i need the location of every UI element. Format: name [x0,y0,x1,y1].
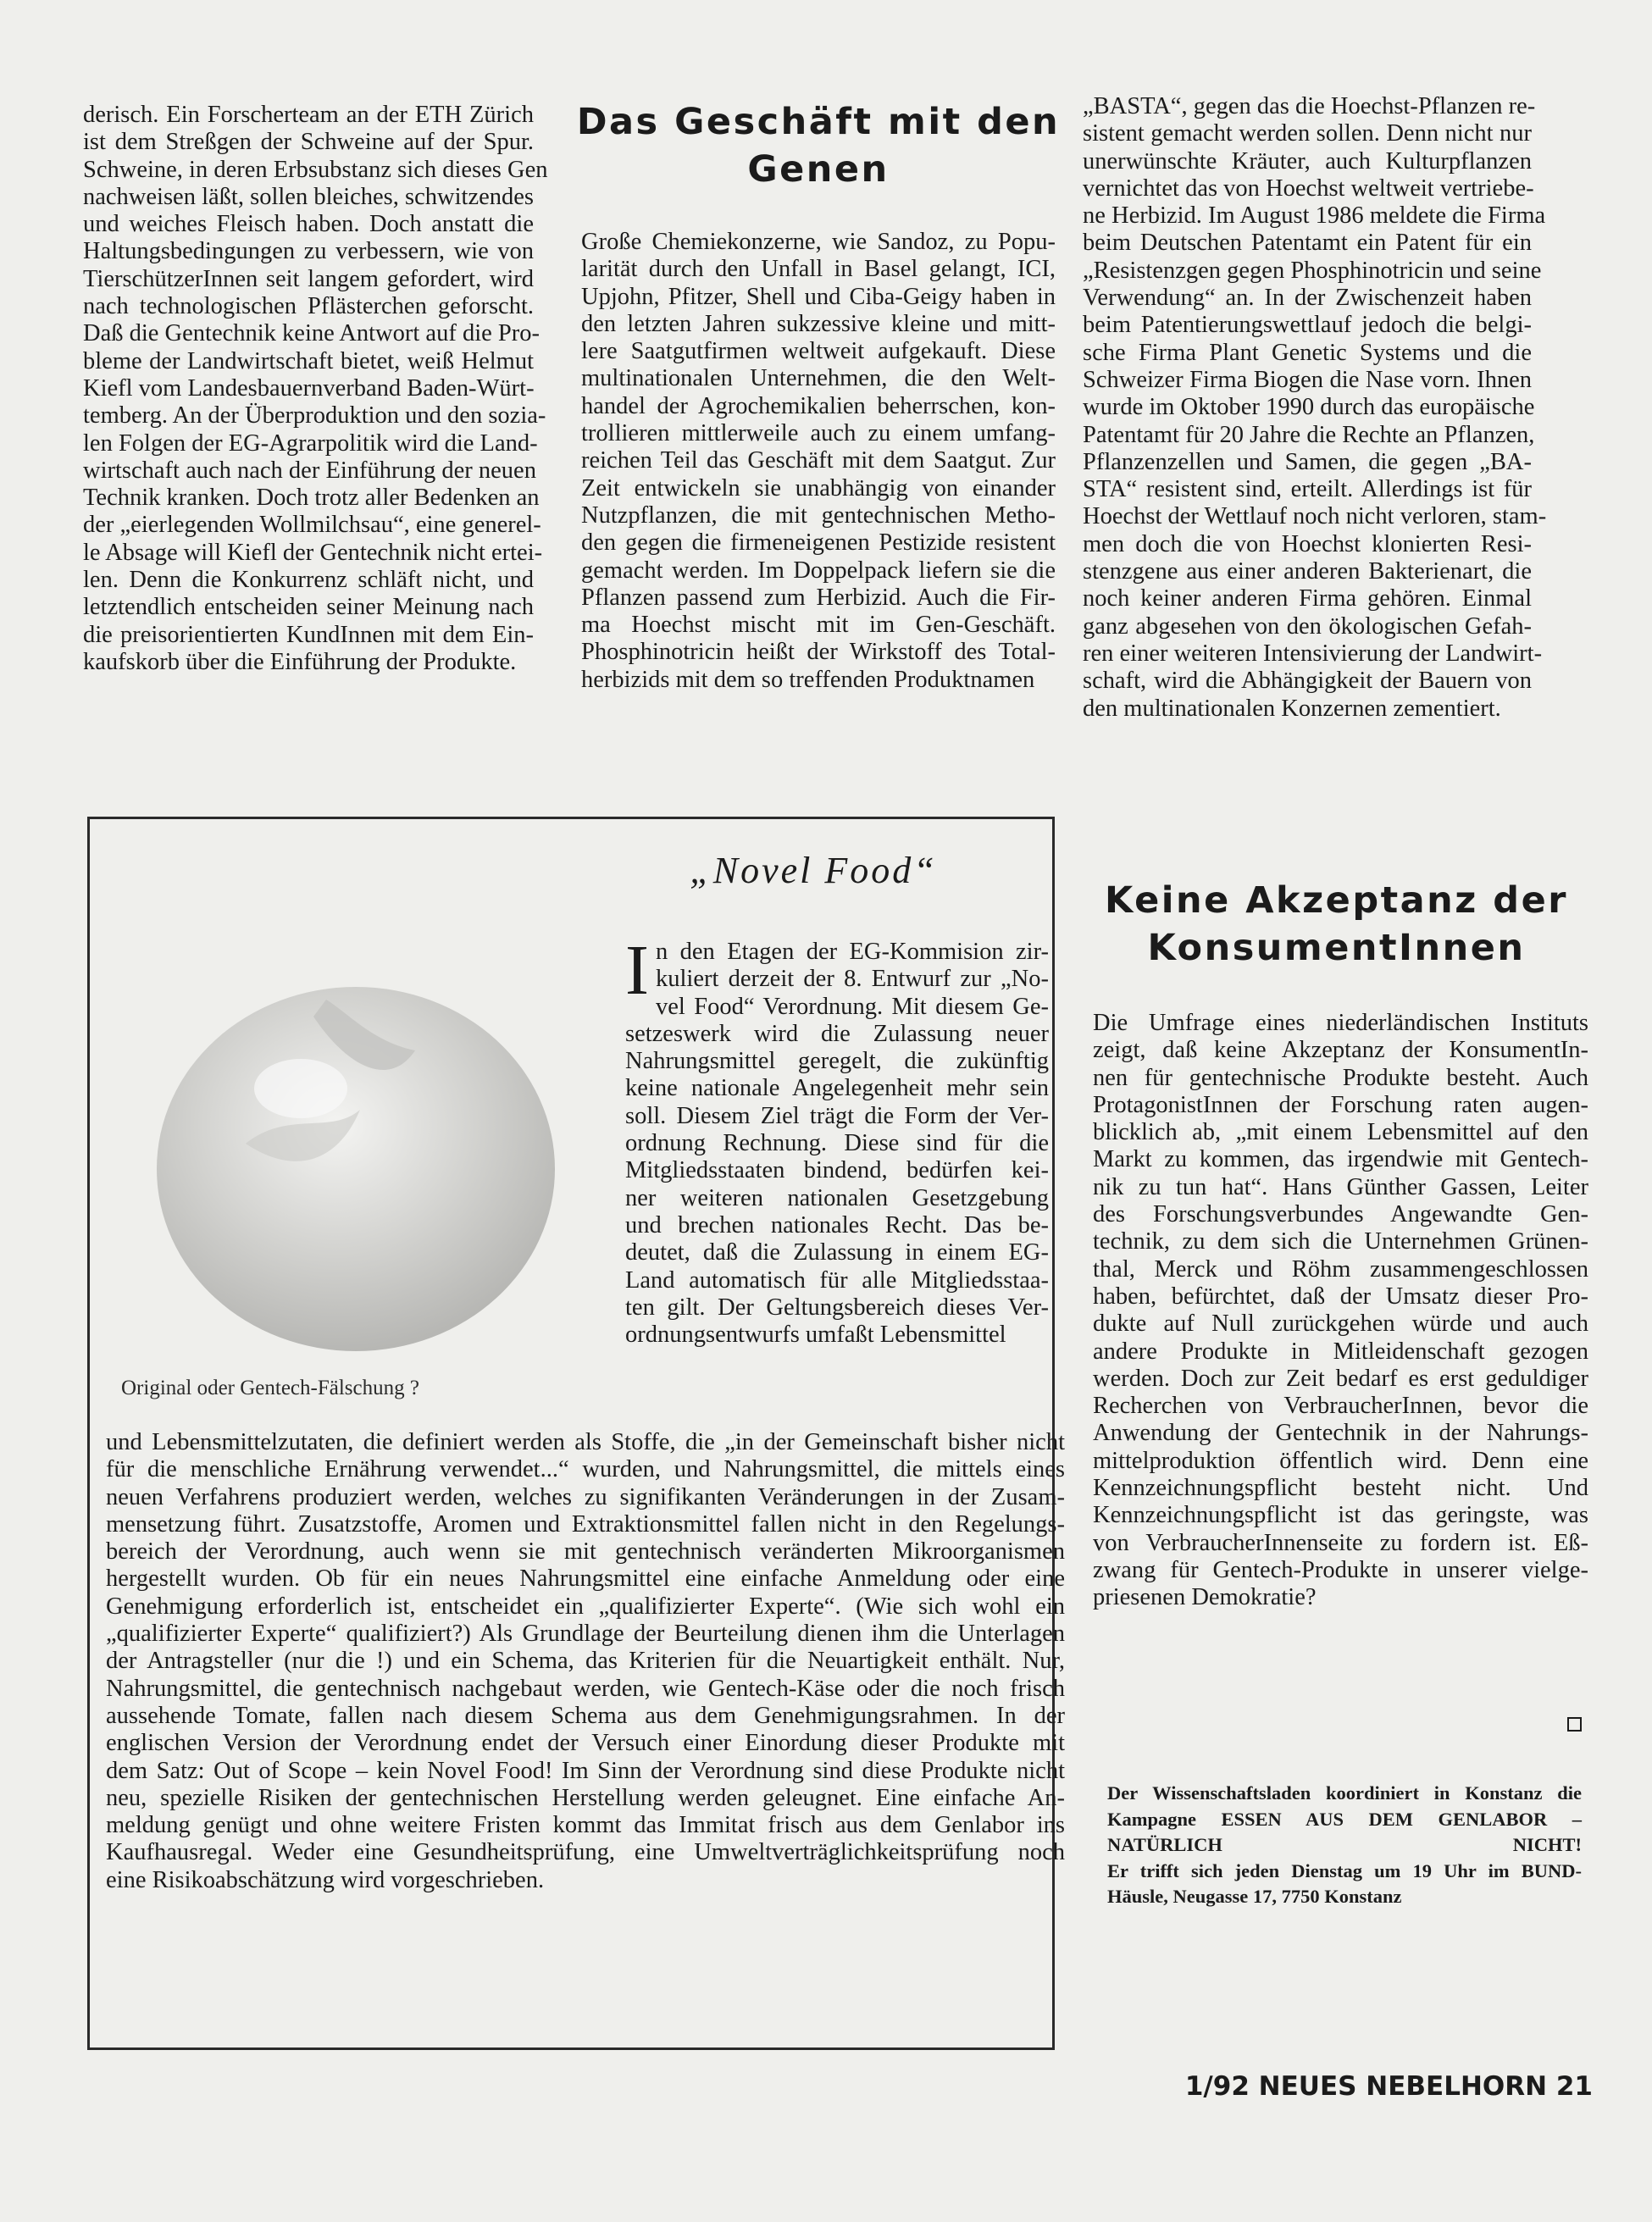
text-line: ordnungsentwurfs umfaßt Lebensmittel [625,1322,1006,1349]
text-line: Haltungsbedingungen zu verbessern, wie von [83,238,534,265]
text-line: ner weiteren nationalen Gesetzgebung [625,1184,1049,1211]
text-line: ne Herbizid. Im August 1986 meldete die Firma [1083,202,1546,230]
text-line: gemacht werden. Im Doppelpack liefern sie die [581,557,1056,584]
text-line: andere Produkte in Mitleidenschaft gezogen [1093,1338,1588,1365]
text-line: Kaufhausregal. Weder eine Gesundheitsprüfung, eine Umweltverträglichkeitsprüfung noch [106,1839,1065,1866]
novel-food-title: „Novel Food“ [690,850,937,891]
text-line: Kampagne ESSEN AUS DEM GENLABOR – [1107,1808,1582,1830]
text-line: die preisorientierten KundInnen mit dem Ein- [83,621,534,648]
text-line: werden. Doch zur Zeit bedarf es erst geduldiger [1093,1365,1588,1392]
text-line: Upjohn, Pfitzer, Shell und Ciba-Geigy haben in [581,283,1056,310]
text-line: Häusle, Neugasse 17, 7750 Konstanz [1107,1886,1402,1907]
text-line: wirtschaft auch nach der Einführung der neuen [83,457,536,484]
text-line: aussehende Tomate, fallen nach diesem Schema aus dem Genehmigungsrahmen. In der [106,1702,1065,1729]
text-line: schaft, wird die Abhängigkeit der Bauern von [1083,668,1532,695]
text-line: letztendlich entscheiden seiner Meinung nach [83,594,534,621]
text-line: den letzten Jahren sukzessive kleine und mitt- [581,310,1056,337]
text-line: Markt zu kommen, das irgendwie mit Gentech- [1093,1146,1588,1173]
text-line: Große Chemiekonzerne, wie Sandoz, zu Popu- [581,229,1056,255]
end-of-article-mark [1567,1717,1582,1732]
text-line: men doch die von Hoechst klonierten Resi- [1083,530,1532,557]
article-column-left [83,102,548,676]
text-line: Die Umfrage eines niederländischen Instituts [1093,1010,1588,1036]
text-line: nach technologischen Pflästerchen geforscht. [83,293,534,320]
text-line: Daß die Gentechnik keine Antwort auf die Pro- [83,320,540,347]
text-line: Schweine, in deren Erbsubstanz sich dieses Gen [83,156,548,183]
text-line: englischen Version der Verordnung endet der Versuch einer Einordung dieser Produkte mit [106,1730,1065,1757]
text-line: Technik kranken. Doch trotz aller Bedenken an [83,485,540,512]
text-line: blicklich ab, „mit einem Lebensmittel auf den [1093,1119,1588,1146]
text-line: des Forschungsverbundes Angewandte Gen- [1093,1201,1588,1228]
text-line: Der Wissenschaftsladen koordiniert in Konstanz die [1107,1782,1582,1804]
text-line: zeigt, daß keine Akzeptanz der KonsumentIn- [1093,1037,1588,1064]
text-line: ten gilt. Der Geltungsbereich dieses Ver- [625,1294,1049,1321]
text-line: sistent gemacht werden sollen. Denn nicht nur [1083,120,1532,147]
text-line: beim Patentierungswettlauf jedoch die belgi- [1083,312,1532,339]
text-line: deutet, daß die Zulassung in einem EG- [625,1239,1049,1266]
text-line: und weiches Fleisch haben. Doch anstatt die [83,211,534,238]
text-line: noch keiner anderen Firma gehören. Einmal [1083,585,1532,612]
text-line: den multinationalen Konzernen zementiert. [1083,695,1501,722]
heading-consumers: Keine Akzeptanz der KonsumentInnen [1105,879,1568,969]
consumer-section-text [1093,1010,1588,1612]
text-line: neu, spezielle Risiken der gentechnischen Herstellung werden geleugnet. Eine einfache An- [106,1784,1065,1811]
text-line: Nahrungsmittel, die gentechnisch nachgebaut werden, wie Gentech-Käse oder die noch frisch [106,1675,1065,1702]
text-line: kuliert derzeit der 8. Entwurf zur „No- [655,966,1049,993]
text-line: TierschützerInnen seit langem gefordert, wird [83,265,534,292]
text-line: haben, befürchtet, daß der Umsatz dieser Pro- [1093,1283,1588,1310]
text-line: ProtagonistInnen der Forschung raten augen- [1093,1091,1588,1118]
article-column-right [1083,93,1547,723]
text-line: den gegen die firmeneigenen Pestizide resistent [581,529,1056,557]
text-line: „Resistenzgen gegen Phosphinotricin und seine [1083,257,1542,284]
text-line: Schweizer Firma Biogen die Nase vorn. Ihnen [1083,366,1532,393]
text-line: trollieren mittlerweile auch zu einem umfang- [581,420,1056,447]
text-line: mittelproduktion öffentlich wird. Denn eine [1093,1447,1588,1474]
text-line: mensetzung führt. Zusatzstoffe, Aromen und Extraktionsmittel fallen nicht in den Regelungs- [106,1510,1065,1538]
text-line: Nahrungsmittel geregelt, die zukünftig [625,1048,1049,1075]
text-line: bleme der Landwirtschaft bietet, weiß Helmut [83,347,534,374]
text-line: Phosphinotricin heißt der Wirkstoff des Total- [581,639,1056,666]
text-line: Er trifft sich jeden Dienstag um 19 Uhr im BUND- [1107,1859,1582,1881]
text-line: len. Denn die Konkurrenz schläft nicht, und [83,567,534,594]
text-line: Anwendung der Gentechnik in der Nahrungs- [1093,1420,1588,1447]
text-line: dukte auf Null zurückgehen würde und auch [1093,1310,1588,1338]
text-line: handel der Agrochemikalien beherrschen, kon- [581,392,1056,419]
text-line: Zeit entwickeln sie unabhängig von einander [581,474,1056,501]
text-line: sche Firma Plant Genetic Systems und die [1083,339,1532,366]
text-line: Kennzeichnungspflicht ist das geringste, was [1093,1502,1588,1529]
text-line: nik zu tun hat“. Hans Günther Gassen, Leiter [1093,1173,1588,1200]
text-line: Kennzeichnungspflicht besteht nicht. Und [1093,1475,1588,1502]
text-line: derisch. Ein Forscherteam an der ETH Zürich [83,102,534,128]
text-line: Verwendung“ an. In der Zwischenzeit haben [1083,285,1532,312]
tomato-photo [119,940,593,1381]
text-line: dem Satz: Out of Scope – kein Novel Food! Im Sinn der Verordnung sind diese Produkte nicht [106,1757,1065,1784]
text-line: ma Hoechst mischt mit im Gen-Geschäft. [581,612,1056,639]
text-line: nen für gentechnische Produkte besteht. Auch [1093,1064,1588,1091]
text-line: und brechen nationales Recht. Das be- [625,1211,1049,1238]
text-line: vel Food“ Verordnung. Mit diesem Ge- [655,993,1049,1020]
photo-caption: Original oder Gentech-Fälschung ? [121,1377,419,1399]
heading-genes: Das Geschäft mit den Genen [576,101,1061,191]
text-line: Pflanzenzellen und Samen, die gegen „BA- [1083,448,1532,475]
text-line: bereich der Verordnung, auch wenn sie mit gentechnisch veränderten Mikroorganismen [106,1538,1065,1565]
text-line: Pflanzen passend zum Herbizid. Auch die Fir- [581,584,1056,611]
tomato-highlight [254,1059,347,1118]
text-line: Recherchen von VerbraucherInnen, bevor die [1093,1393,1588,1420]
text-line: priesenen Demokratie? [1093,1584,1317,1611]
novel-food-text-narrow [625,931,1049,1349]
article-column-middle [581,229,1056,694]
text-line: larität durch den Unfall in Basel gelangt, ICI, [581,256,1056,283]
text-line: zwang für Gentech-Produkte in unserer vielge- [1093,1556,1588,1583]
drop-cap: I [625,931,649,1010]
text-line: Mitgliedsstaaten bindend, bedürfen kei- [625,1157,1049,1184]
text-line: le Absage will Kiefl der Gentechnik nicht ertei- [83,539,543,566]
text-line: n den Etagen der EG-Kommision zir- [655,939,1049,965]
text-line: meldung genügt und ohne weitere Fristen kommt das Immitat frisch aus dem Genlabor ins [106,1812,1065,1839]
text-line: technik, zu dem sich die Unternehmen Grünen- [1093,1228,1588,1255]
text-line: stenzgene aus einer anderen Bakterienart, die [1083,558,1532,585]
text-line: hergestellt wurden. Ob für ein neues Nahrungsmittel eine einfache Anmeldung oder eine [106,1565,1065,1593]
text-line: kaufskorb über die Einführung der Produkte. [83,648,517,675]
text-line: keine nationale Angelegenheit mehr sein [625,1075,1049,1102]
text-line: unerwünschte Kräuter, auch Kulturpflanzen [1083,147,1532,175]
text-line: Genehmigung erforderlich ist, entscheidet ein „qualifizierter Experte“. (Wie sich wohl ein [106,1593,1065,1620]
text-line: herbizids mit dem so treffenden Produktnamen [581,666,1035,693]
text-line: lere Saatgutfirmen weltweit aufgekauft. Diese [581,338,1056,365]
text-line: „qualifizierter Experte“ qualifiziert?) Als Grundlage der Beurteilung dienen ihm die Unterlagen [106,1621,1065,1648]
text-line: vernichtet das von Hoechst weltweit vertriebe- [1083,175,1534,202]
novel-food-text-wide [106,1429,1065,1894]
text-line: beim Deutschen Patentamt ein Patent für ein [1083,230,1532,257]
text-line: Nutzpflanzen, die mit gentechnischen Metho- [581,501,1056,529]
text-line: Hoechst der Wettlauf noch nicht verloren, stam- [1083,503,1547,530]
text-line: soll. Diesem Ziel trägt die Form der Ver- [625,1102,1049,1129]
text-line: nachweisen läßt, sollen bleiches, schwitzendes [83,183,534,210]
text-line: Land automatisch für alle Mitgliedsstaa- [625,1266,1049,1294]
text-line: neuen Verfahrens produziert werden, welches zu signifikanten Veränderungen in der Zusam- [106,1483,1065,1510]
text-line: Patentamt für 20 Jahre die Rechte an Pflanzen, [1083,421,1535,448]
text-line: ganz abgesehen von den ökologischen Gefah- [1083,612,1532,640]
text-line: Kiefl vom Landesbauernverband Baden-Würt- [83,374,535,402]
text-line: „BASTA“, gegen das die Hoechst-Pflanzen re- [1083,93,1536,119]
text-line: ist dem Streßgen der Schweine auf der Spur. [83,129,534,156]
text-line: NATÜRLICH NICHT! [1107,1834,1582,1855]
text-line: für die menschliche Ernährung verwendet...“ wurden, und Nahrungsmittel, die mittels eines [106,1456,1065,1483]
text-line: len Folgen der EG-Agrarpolitik wird die Land- [83,429,538,457]
text-line: eine Risikoabschätzung wird vorgeschrieben. [106,1866,545,1893]
text-line: wurde im Oktober 1990 durch das europäische [1083,394,1535,421]
campaign-notice [1107,1781,1582,1910]
text-line: setzeswerk wird die Zulassung neuer [625,1020,1049,1047]
text-line: temberg. An der Überproduktion und den sozia- [83,402,546,429]
text-line: multinationalen Unternehmen, die den Welt- [581,365,1056,392]
page-footer: 1/92 NEUES NEBELHORN 21 [1184,2071,1593,2102]
text-line: von VerbraucherInnenseite zu fordern ist. Eß- [1093,1529,1588,1556]
text-line: STA“ resistent sind, erteilt. Allerdings ist für [1083,476,1532,503]
text-line: und Lebensmittelzutaten, die definiert werden als Stoffe, die „in der Gemeinschaft bisher nicht [106,1429,1065,1455]
text-line: ren einer weiteren Intensivierung der Landwirt- [1083,640,1543,667]
text-line: ordnung Rechnung. Diese sind für die [625,1130,1049,1157]
text-line: reichen Teil das Geschäft mit dem Saatgut. Zur [581,447,1056,474]
text-line: thal, Merck und Röhm zusammengeschlossen [1093,1255,1588,1283]
text-line: der Antragsteller (nur die !) und ein Schema, das Kriterien für die Neuartigkeit enthält. Nur, [106,1648,1065,1675]
text-line: der „eierlegenden Wollmilchsau“, eine generel- [83,512,541,539]
